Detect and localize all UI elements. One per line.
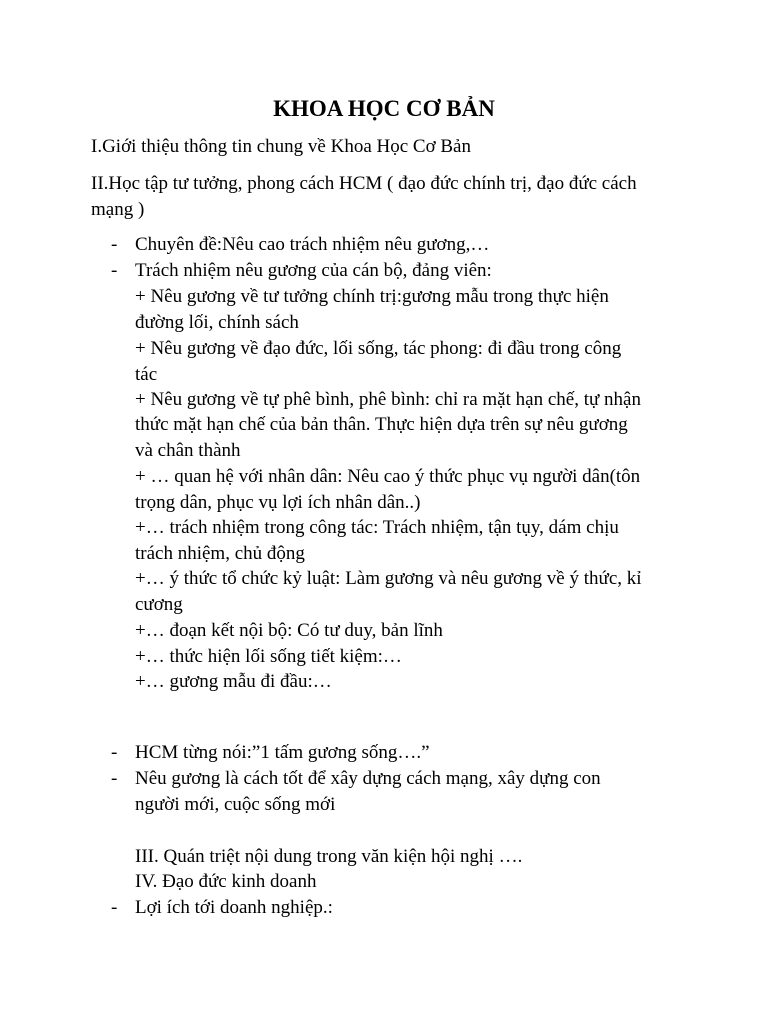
section-1-heading: I.Giới thiệu thông tin chung về Khoa Học Cơ Bản — [91, 136, 471, 157]
sub-item-line: + … quan hệ với nhân dân: Nêu cao ý thức phục vụ người dân(tôn — [135, 466, 641, 487]
sub-item-line: thức mặt hạn chế của bản thân. Thực hiện dựa trên sự nêu gương — [135, 414, 628, 435]
sub-item-line: trọng dân, phục vụ lợi ích nhân dân..) — [135, 492, 421, 513]
sub-item-line: +… ý thức tổ chức kỷ luật: Làm gương và nêu gương về ý thức, kỉ — [135, 568, 642, 589]
list-item: Lợi ích tới doanh nghiệp.: — [135, 897, 333, 918]
bullet-dash: - — [111, 234, 118, 255]
bullet-dash: - — [111, 260, 118, 281]
section-4-heading: IV. Đạo đức kinh doanh — [135, 871, 317, 892]
document-title: KHOA HỌC CƠ BẢN — [273, 96, 495, 121]
bullet-dash: - — [111, 768, 118, 789]
section-2-heading-line-1: II.Học tập tư tưởng, phong cách HCM ( đạo đức chính trị, đạo đức cách — [91, 173, 637, 194]
bullet-dash: - — [111, 742, 118, 763]
list-item: HCM từng nói:”1 tấm gương sống….” — [135, 742, 430, 763]
list-item-continuation: người mới, cuộc sống mới — [135, 794, 336, 815]
section-3-heading: III. Quán triệt nội dung trong văn kiện hội nghị …. — [135, 846, 523, 867]
list-item: Trách nhiệm nêu gương của cán bộ, đảng viên: — [135, 260, 492, 281]
list-item: Nêu gương là cách tốt để xây dựng cách mạng, xây dựng con — [135, 768, 601, 789]
sub-item-line: trách nhiệm, chủ động — [135, 543, 305, 564]
sub-item-line: đường lối, chính sách — [135, 312, 299, 333]
sub-item-line: tác — [135, 364, 158, 385]
sub-item-line: +… đoạn kết nội bộ: Có tư duy, bản lĩnh — [135, 620, 443, 641]
sub-item-line: + Nêu gương về đạo đức, lối sống, tác phong: đi đầu trong công — [135, 338, 622, 359]
sub-item-line: +… thức hiện lối sống tiết kiệm:… — [135, 646, 402, 667]
bullet-dash: - — [111, 897, 118, 918]
section-2-heading-line-2: mạng ) — [91, 199, 145, 220]
list-item: Chuyên đề:Nêu cao trách nhiệm nêu gương,… — [135, 234, 490, 255]
sub-item-line: + Nêu gương về tự phê bình, phê bình: chỉ ra mặt hạn chế, tự nhận — [135, 389, 641, 410]
sub-item-line: + Nêu gương về tư tưởng chính trị:gương mẫu trong thực hiện — [135, 286, 609, 307]
sub-item-line: +… trách nhiệm trong công tác: Trách nhiệm, tận tụy, dám chịu — [135, 517, 619, 538]
sub-item-line: và chân thành — [135, 440, 241, 461]
sub-item-line: +… gương mẫu đi đầu:… — [135, 671, 332, 692]
sub-item-line: cương — [135, 594, 183, 615]
